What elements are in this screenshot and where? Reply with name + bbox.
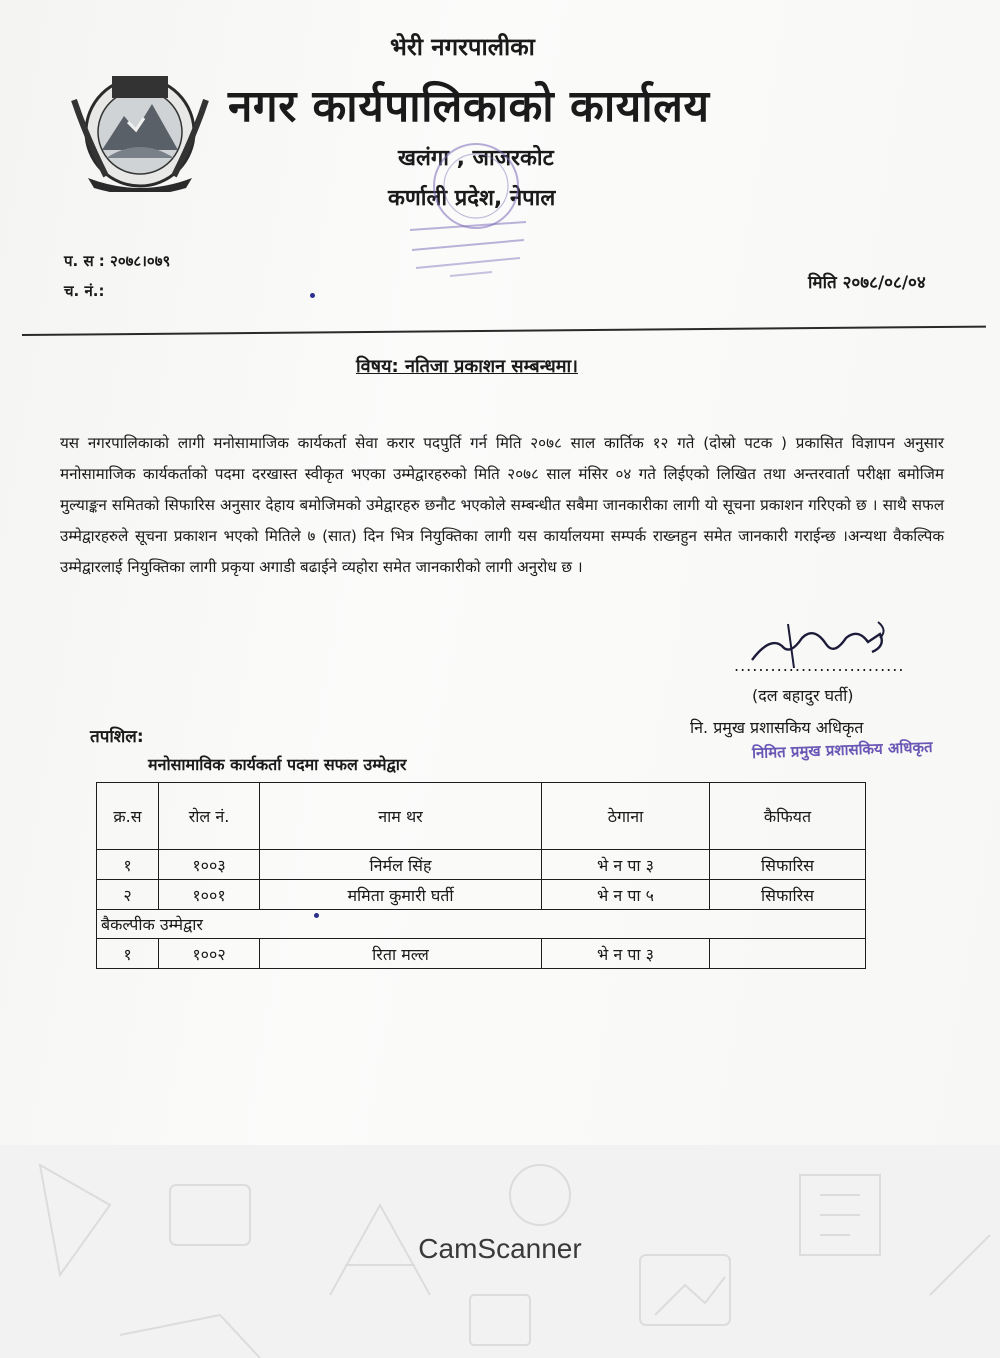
cell-serial: १ [97, 939, 159, 969]
notice-body: यस नगरपालिकाको लागी मनोसामाजिक कार्यकर्ता सेवा करार पदपुर्ति गर्न मिति २०७८ साल कार्तिक १२ गते (दोस्रो पटक ) प्रकासित विज्ञापन अनुसार मनोसामाजिक कार्यकर्ताको पदमा दरखास्त स्वीकृत भएका उम्मेद्वारहरुको मिति २०७८ साल मंसिर ०४ गते लिईएको लिखित तथा अन्तरवार्ता परीक्षा बमोजिम मुल्याङ्कन समितको सिफारिस अनुसार देहाय बमोजिमको उमेद्वारहरु छनौट भएकोले सम्बन्धीत सबैमा जानकारीका लागी यो सूचना प्रकाशन गरिएको छ । साथै सफल उम्मेद्वारहरुले सूचना प्रकाशन भएको मितिले ७ (सात) दिन भित्र नियुक्तिका लागी यस कार्यालयमा सम्पर्क राख्नहुन समेत जानकारी गराईन्छ ।अन्यथा वैकल्पिक उम्मेद्वारलाई नियुक्तिका लागी प्रकृया अगाडी बढाईने व्यहोरा समेत जानकारीको लागी अनुरोध छ । [60, 434, 944, 576]
cell-address: भे न पा ३ [542, 850, 710, 880]
column-header-name: नाम थर [260, 783, 542, 850]
dispatch-number: च. नं.: [64, 282, 105, 300]
cell-serial: १ [97, 850, 159, 880]
cell-remarks: सिफारिस [710, 850, 866, 880]
table-header-row [97, 783, 866, 850]
cell-name: निर्मल सिंह [260, 850, 542, 880]
cell-roll: १००३ [159, 850, 260, 880]
ink-dot [314, 913, 319, 918]
header-divider [22, 326, 986, 336]
column-header-address: ठेगाना [542, 783, 710, 850]
signature-line: ............................ [734, 656, 905, 675]
office-province: कर्णाली प्रदेश, नेपाल [388, 186, 556, 211]
signatory-title: नि. प्रमुख प्रशासकिय अधिकृत [690, 718, 864, 737]
results-table [96, 782, 866, 969]
municipality-name: भेरी नगरपालीका [390, 33, 535, 61]
signatory-name: (दल बहादुर घर्ती) [752, 686, 854, 705]
cell-roll: १००२ [159, 939, 260, 969]
cell-address: भे न पा ५ [542, 880, 710, 910]
annex-label: तपशिल: [90, 727, 144, 747]
subject-line: विषय: नतिजा प्रकाशन सम्बन्धमा। [356, 356, 578, 377]
column-header-roll: रोल नं. [159, 783, 260, 850]
cell-name: ममिता कुमारी घर्ती [260, 880, 542, 910]
office-seal-stamp-icon [396, 126, 546, 298]
column-header-serial: क्र.स [97, 783, 159, 850]
reference-number: प. स : २०७८।०७९ [64, 252, 171, 270]
table-row [97, 850, 866, 880]
office-location: खलंगा , जाजरकोट [398, 146, 554, 171]
table-row [97, 880, 866, 910]
scanner-app-footer [0, 1145, 1000, 1358]
designation-stamp: निमित प्रमुख प्रशासकिय अधिकृत [751, 737, 933, 763]
table-row [97, 939, 866, 969]
office-title: नगर कार्यपालिकाको कार्यालय [228, 81, 710, 132]
cell-roll: १००१ [159, 880, 260, 910]
ink-dot [310, 293, 315, 298]
cell-name: रिता मल्ल [260, 939, 542, 969]
alternate-section-label: बैकल्पीक उम्मेद्वार [97, 910, 866, 939]
camscanner-brand: CamScanner [418, 1233, 582, 1264]
nepal-emblem-icon [66, 66, 214, 192]
column-header-remarks: कैफियत [710, 783, 866, 850]
cell-remarks: सिफारिस [710, 880, 866, 910]
cell-serial: २ [97, 880, 159, 910]
cell-remarks [710, 939, 866, 969]
cell-address: भे न पा ३ [542, 939, 710, 969]
issue-date: मिति २०७८/०८/०४ [808, 273, 926, 293]
alternate-section-row [97, 910, 866, 939]
table-caption: मनोसामाविक कार्यकर्ता पदमा सफल उम्मेद्वार [148, 755, 407, 774]
